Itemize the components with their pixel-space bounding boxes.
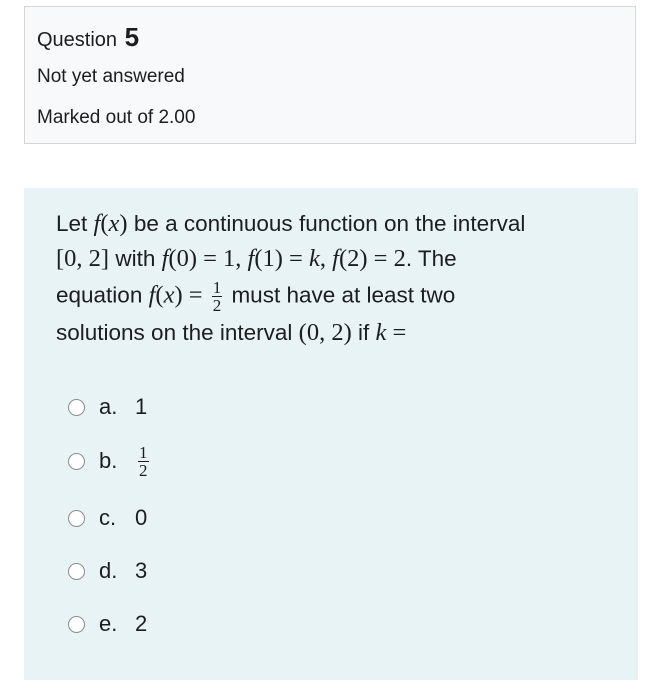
answer-option-b[interactable] xyxy=(68,444,152,478)
question-text-line-1: Let f(x) be a continuous function on the interval xyxy=(56,210,526,237)
question-content-panel xyxy=(24,188,638,680)
answer-option-a[interactable] xyxy=(68,390,147,424)
option-value: 1 xyxy=(135,394,148,419)
option-value: 0 xyxy=(135,505,148,530)
question-number: 5 xyxy=(124,22,140,52)
radio-button-b[interactable] xyxy=(68,453,85,470)
radio-button-d[interactable] xyxy=(68,563,85,580)
radio-button-c[interactable] xyxy=(68,510,85,527)
question-grade: Marked out of 2.00 xyxy=(37,107,196,128)
option-value: 2 xyxy=(135,611,148,636)
answer-option-c[interactable] xyxy=(68,501,147,535)
question-state: Not yet answered xyxy=(37,66,185,87)
question-number-heading xyxy=(37,21,139,56)
answer-option-d[interactable] xyxy=(68,554,147,588)
question-text-line-3: equation f(x) = $\frac{1}{2}$ must have at least two xyxy=(56,278,456,315)
option-letter: d. xyxy=(99,558,118,583)
option-value: 3 xyxy=(135,558,148,583)
option-letter: a. xyxy=(99,394,118,419)
radio-button-a[interactable] xyxy=(68,399,85,416)
question-label: Question xyxy=(37,29,118,51)
question-info-panel xyxy=(24,6,636,144)
option-letter: b. xyxy=(99,448,118,473)
answer-option-e[interactable] xyxy=(68,607,147,641)
option-letter: c. xyxy=(99,505,117,530)
option-value-fraction: $\frac{1}{2}$ xyxy=(139,442,148,480)
radio-button-e[interactable] xyxy=(68,616,85,633)
option-letter: e. xyxy=(99,611,118,636)
question-text-line-2: [0, 2] with f(0) = 1, f(1) = k, f(2) = 2. The xyxy=(56,245,457,272)
fraction-one-half: $\frac{1}{2}$ xyxy=(212,278,222,315)
question-text-line-4: solutions on the interval (0, 2) if k = xyxy=(56,319,407,346)
